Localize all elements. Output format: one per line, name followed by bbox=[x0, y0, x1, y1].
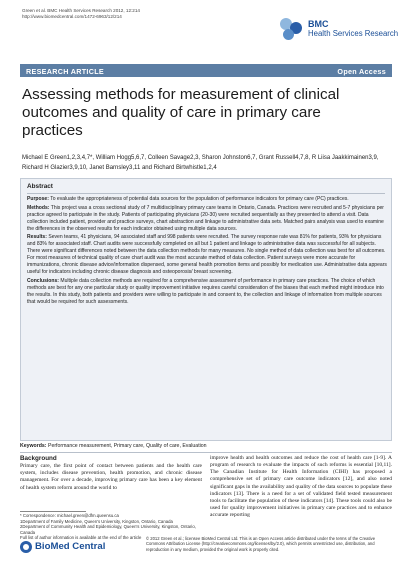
background-text-right: improve health and health outcomes and reduce the cost of health care [1-9]. A program of research to evaluate the impacts of such reforms is essential [10,11]. The Canadian Institute for Health Information (CIHI) has proposed a comprehensive set of primary care outcome indicators [12], and also noted significant gaps in the availability and quality of the data sources to populate these indicators [13]. There is a need for a set of validated field tested measurement tools to facilitate the population of these indicators [14]. These tools could also be used for quality improvement initiatives in primary care practices and to enhance accurate reporting bbox=[210, 455, 392, 519]
article-type: RESEARCH ARTICLE bbox=[26, 66, 105, 76]
abstract-box bbox=[20, 178, 392, 441]
author-list: Michael E Green1,2,3,4,7*, William Hogg5,6,7, Colleen Savage2,3, Sharon Johnston6,7, Grant Russell4,7,8, R Liisa Jaakkimainen3,9, Richard H Glazier3,9,10, Janet Barnsley3,11 and Richard Birtwhistle1,2,4 bbox=[22, 155, 379, 171]
article-type-banner bbox=[20, 64, 392, 77]
keywords-divider bbox=[20, 452, 392, 453]
biomed-central-circle-icon bbox=[20, 541, 32, 553]
body-column-right bbox=[210, 455, 392, 519]
keywords-text: Performance measurement, Primary care, Quality of care, Evaluation bbox=[47, 443, 207, 449]
open-access-label: Open Access bbox=[337, 66, 386, 76]
article-url[interactable]: http://www.biomedcentral.com/1472-6963/12/214 bbox=[22, 14, 122, 19]
background-heading: Background bbox=[20, 455, 57, 462]
keywords-label: Keywords: bbox=[20, 443, 47, 449]
abstract-heading: Abstract bbox=[27, 183, 53, 190]
journal-citation bbox=[22, 8, 242, 20]
abstract-conclusions: Conclusions: Multiple data collection methods are required for a comprehensive assessment of performance in primary care practices. The choice of which methods are best for any one particular study or quality improvement initiative requires careful consideration of the biases that each method might introduce into the results. In this study, both patients and providers were willing to participate in and consent to, the collection and linkage of information from multiple sources that would be required for such assessments. bbox=[27, 278, 384, 306]
biomed-central-logo bbox=[20, 540, 140, 554]
body-column-left bbox=[20, 455, 202, 492]
footnote-divider bbox=[20, 511, 86, 512]
bmc-journal-logo bbox=[280, 16, 399, 44]
logo-brand: BMC bbox=[308, 19, 329, 29]
biomed-central-brand: BioMed Central bbox=[35, 541, 106, 552]
affiliation-1: 1Department of Family Medicine, Queen's University, Kingston, Ontario, Canada bbox=[20, 518, 173, 524]
author-info-note: Full list of author information is available at the end of the article bbox=[20, 535, 142, 541]
abstract-purpose: Purpose: To evaluate the appropriateness of potential data sources for the population of performance indicators for primary care (PC) practices. bbox=[27, 196, 349, 202]
article-title: Assessing methods for measurement of clinical outcomes and quality of care in primary care practices bbox=[22, 86, 340, 139]
logo-journal-name: Health Services Research bbox=[308, 29, 399, 38]
abstract-methods: Methods: This project was a cross sectional study of 7 multidisciplinary primary care teams in Ontario, Canada. Practices were recruited and 5-7 physicians per practice agreed to participate in the study. Patients of participating physicians (20-30) were recruited sequentially as they presented to attend a visit. Data collection included patient, provider and practice surveys, chart abstraction and linkage to administrative data sets. Matched pairs analysis was used to examine the differences in the observed results for each indicator obtained using multiple data sources. bbox=[27, 204, 384, 232]
citation-text: Green et al. BMC Health Services Research 2012, 12:214 bbox=[22, 8, 140, 13]
abstract-results: Results: Seven teams, 41 physicians, 94 associated staff and 998 patients were recruited. The survey response rate was 81% for patients, 93% for physicians and 83% for associated staff. Chart audits were successfully completed on all but 1 patient and linkage to administrative data was successful for all subjects. There were significant differences noted between the data collection methods for many measures. No single method of data collection was best for all outcomes. For most measures of technical quality of care chart audit was the most accurate method of data collection. Patient surveys were more accurate for immunizations, chronic disease advice/information dispensed, some general health promotion items and possibly for medication use. Administrative data appears useful for indicators including chronic disease diagnosis and osteoporosis/ breast screening. bbox=[27, 234, 387, 276]
bmc-logo-mark-icon bbox=[280, 18, 306, 42]
abstract-body bbox=[27, 196, 387, 308]
correspondence-note[interactable]: * Correspondence: michael.green@dfm.queensu.ca bbox=[20, 513, 119, 518]
affiliation-2: 2Department of Community Health and Epidemiology, Queen's University, Kingston, Ontario, Canada bbox=[20, 524, 196, 535]
background-text-left: Primary care, the first point of contact between patients and the health care system, includes disease prevention, health promotion, and chronic disease management. For over a decade, improving primary care has been a key element of health system reform around the world to bbox=[20, 463, 202, 491]
keywords bbox=[20, 443, 392, 450]
abstract-divider bbox=[27, 193, 385, 194]
license-text: © 2012 Green et al.; licensee BioMed Central Ltd. This is an Open Access article distributed under the terms of the Creative Commons Attribution License (http://creativecommons.org/licenses/by/2.0), which permits unrestricted use, distribution, and reproduction in any medium, provided the original work is properly cited. bbox=[146, 536, 376, 552]
